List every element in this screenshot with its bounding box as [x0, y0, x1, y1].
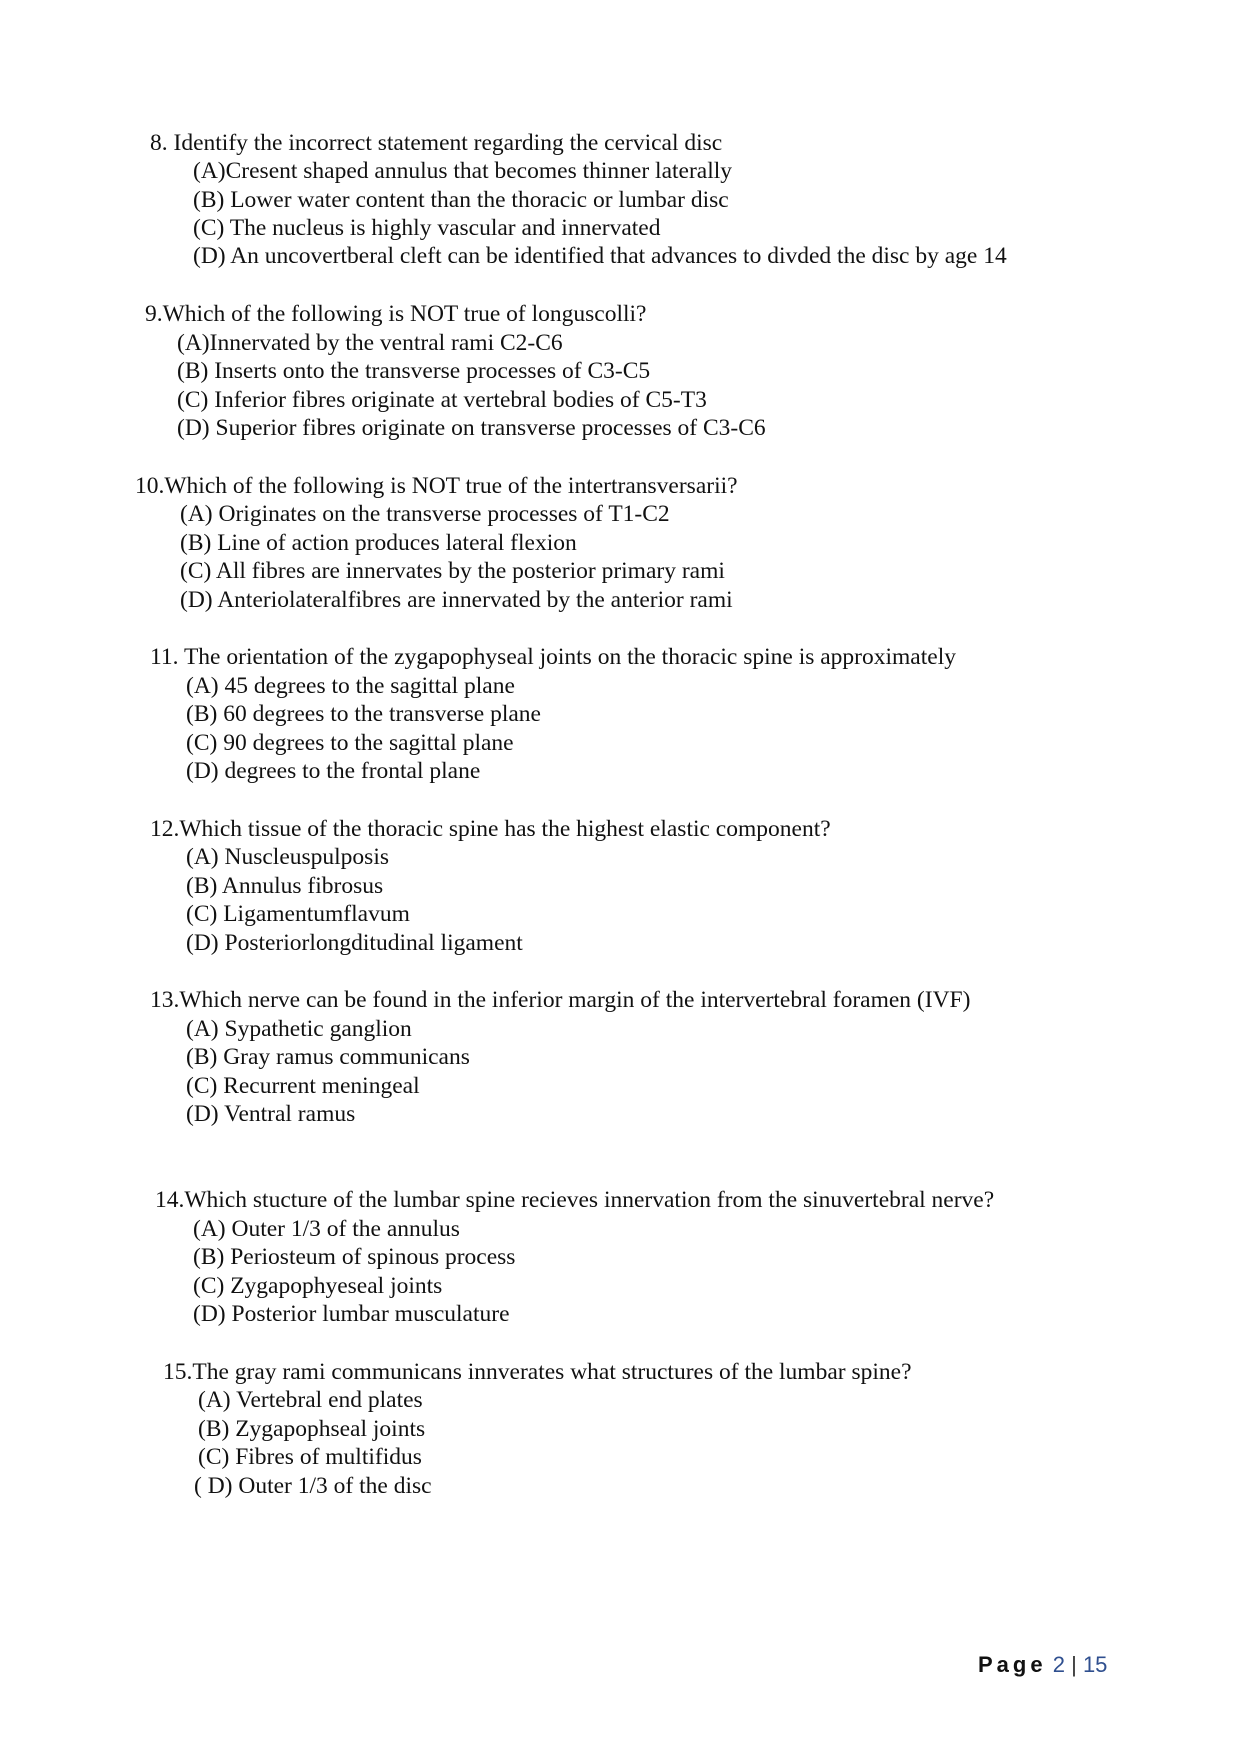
question-10-option-d: (D) Anteriolateralfibres are innervated by the anterior rami	[180, 587, 733, 613]
question-12-option-b: (B) Annulus fibrosus	[186, 873, 384, 899]
current-page-number: 2	[1052, 1652, 1065, 1677]
question-13-option-d: (D) Ventral ramus	[186, 1101, 356, 1127]
question-15-option-c: (C) Fibres of multifidus	[198, 1444, 422, 1470]
question-12-stem: 12.Which tissue of the thoracic spine has the highest elastic component?	[150, 816, 831, 842]
question-14-option-c: (C) Zygapophyeseal joints	[193, 1273, 443, 1299]
question-11-stem: 11. The orientation of the zygapophyseal joints on the thoracic spine is approximately	[150, 644, 956, 670]
page-label: Page	[978, 1652, 1047, 1677]
question-9-option-d: (D) Superior fibres originate on transverse processes of C3-C6	[177, 415, 766, 441]
question-9-option-a: (A)Innervated by the ventral rami C2-C6	[177, 330, 563, 356]
question-8-option-d: (D) An uncovertberal cleft can be identified that advances to divded the disc by age 14	[193, 243, 1007, 269]
question-15-option-a: (A) Vertebral end plates	[198, 1387, 423, 1413]
question-11-option-c: (C) 90 degrees to the sagittal plane	[186, 730, 514, 756]
question-14-stem: 14.Which stucture of the lumbar spine recieves innervation from the sinuvertebral nerve?	[155, 1187, 995, 1213]
question-12-option-c: (C) Ligamentumflavum	[186, 901, 410, 927]
question-10-option-b: (B) Line of action produces lateral flexion	[180, 530, 577, 556]
question-8-option-a: (A)Cresent shaped annulus that becomes thinner laterally	[193, 158, 733, 184]
question-10-option-c: (C) All fibres are innervates by the posterior primary rami	[180, 558, 725, 584]
question-8-stem: 8. Identify the incorrect statement regarding the cervical disc	[150, 130, 723, 156]
question-10-stem: 10.Which of the following is NOT true of the intertransversarii?	[135, 473, 738, 499]
question-12-option-a: (A) Nuscleuspulposis	[186, 844, 389, 870]
question-13-option-b: (B) Gray ramus communicans	[186, 1044, 470, 1070]
question-14-option-d: (D) Posterior lumbar musculature	[193, 1301, 510, 1327]
question-14-option-b: (B) Periosteum of spinous process	[193, 1244, 516, 1270]
question-11-option-d: (D) degrees to the frontal plane	[186, 758, 481, 784]
question-13-option-c: (C) Recurrent meningeal	[186, 1073, 420, 1099]
total-pages-number: 15	[1082, 1652, 1108, 1677]
question-15-option-b: (B) Zygapophseal joints	[198, 1416, 426, 1442]
question-8-option-c: (C) The nucleus is highly vascular and innervated	[193, 215, 661, 241]
question-12-option-d: (D) Posteriorlongditudinal ligament	[186, 930, 523, 956]
question-13-stem: 13.Which nerve can be found in the inferior margin of the intervertebral foramen (IVF)	[150, 987, 971, 1013]
question-15-option-d: ( D) Outer 1/3 of the disc	[194, 1473, 432, 1499]
question-8-option-b: (B) Lower water content than the thoracic or lumbar disc	[193, 187, 729, 213]
question-11-option-a: (A) 45 degrees to the sagittal plane	[186, 673, 515, 699]
question-9-option-b: (B) Inserts onto the transverse processes of C3-C5	[177, 358, 651, 384]
question-13-option-a: (A) Sypathetic ganglion	[186, 1016, 412, 1042]
page-footer	[978, 1652, 1107, 1678]
question-14-option-a: (A) Outer 1/3 of the annulus	[193, 1216, 460, 1242]
question-9-option-c: (C) Inferior fibres originate at vertebral bodies of C5-T3	[177, 387, 707, 413]
question-15-stem: 15.The gray rami communicans innverates what structures of the lumbar spine?	[163, 1359, 912, 1385]
question-9-stem: 9.Which of the following is NOT true of longuscolli?	[145, 301, 647, 327]
question-10-option-a: (A) Originates on the transverse processes of T1-C2	[180, 501, 670, 527]
page-separator: |	[1071, 1652, 1077, 1677]
question-11-option-b: (B) 60 degrees to the transverse plane	[186, 701, 541, 727]
